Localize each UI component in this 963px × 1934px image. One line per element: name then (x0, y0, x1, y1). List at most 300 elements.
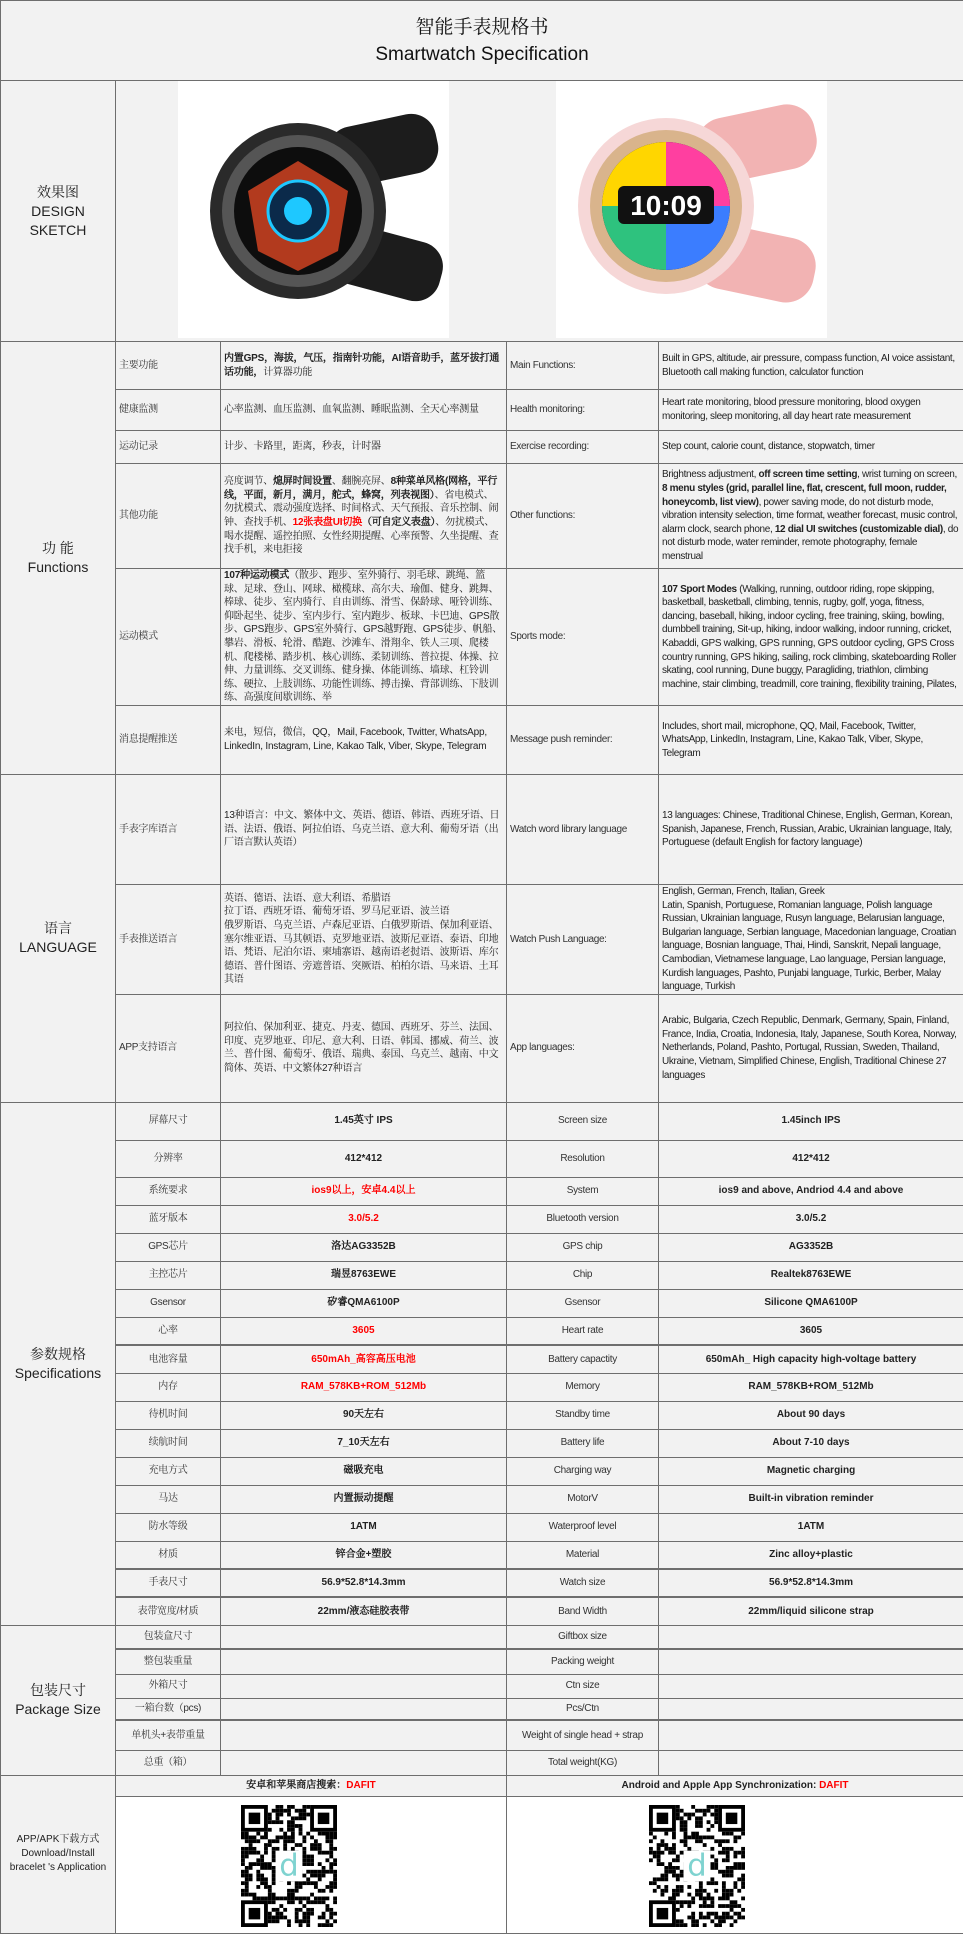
text-segment: 13 languages: Chinese, Traditional Chinese, English, German, Korean, Spanish, Japanese, French, Russian, Arabic, Ukrainian language, Italy, Portuguese (default English for factory language) (662, 810, 952, 848)
app-header-row (1, 1775, 963, 1796)
qr-module (687, 1885, 691, 1889)
spec-label-en: Band Width (507, 1597, 659, 1625)
spec-value-cn: 3605 (221, 1317, 507, 1345)
qr-module (283, 1831, 287, 1835)
qr-module (310, 1892, 314, 1896)
table-row (1, 464, 963, 569)
qr-module (291, 1900, 295, 1904)
qr-module (314, 1843, 318, 1847)
qr-module (260, 1881, 264, 1885)
qr-module (722, 1839, 726, 1843)
qr-module (241, 1831, 245, 1835)
qr-module (741, 1854, 745, 1858)
row-value-cn (221, 994, 507, 1102)
qr-module (325, 1904, 329, 1908)
qr-finder (726, 1812, 738, 1823)
qr-module (707, 1809, 711, 1813)
qr-module (272, 1919, 276, 1923)
qr-module (730, 1908, 734, 1912)
qr-module (329, 1885, 333, 1889)
qr-module (699, 1892, 703, 1896)
app-head-text: 安卓和苹果商店搜索： (246, 1780, 346, 1791)
qr-module (241, 1850, 245, 1854)
qr-module (291, 1831, 295, 1835)
qr-module (676, 1919, 680, 1923)
black-watch-image (178, 81, 449, 338)
qr-module (733, 1866, 737, 1870)
qr-module (329, 1835, 333, 1839)
qr-module (680, 1873, 684, 1877)
qr-module (325, 1835, 329, 1839)
spec-label-cn: 材质 (116, 1541, 221, 1569)
package-value-cn (221, 1649, 507, 1674)
qr-module (264, 1877, 268, 1881)
qr-module (661, 1889, 665, 1893)
qr-module (737, 1866, 741, 1870)
qr-module (676, 1885, 680, 1889)
app-head-text: Android and Apple App Synchronization: (621, 1780, 819, 1791)
qr-module (302, 1812, 306, 1816)
qr-module (733, 1854, 737, 1858)
qr-module (684, 1839, 688, 1843)
package-value-en (659, 1674, 963, 1698)
qr-module (272, 1881, 276, 1885)
qr-module (691, 1915, 695, 1919)
row-value-cn (221, 569, 507, 706)
qr-module (329, 1854, 333, 1858)
qr-module (726, 1850, 730, 1854)
qr-module (676, 1812, 680, 1816)
qr-module (718, 1915, 722, 1919)
qr-module (245, 1877, 249, 1881)
qr-module (684, 1820, 688, 1824)
qr-module (672, 1843, 676, 1847)
qr-module (287, 1828, 291, 1832)
qr-module (722, 1889, 726, 1893)
qr-module (730, 1873, 734, 1877)
qr-module (714, 1915, 718, 1919)
spec-label-cn: Gsensor (116, 1289, 221, 1317)
qr-module (245, 1854, 249, 1858)
qr-module (695, 1923, 699, 1927)
text-segment: Step count, calorie count, distance, stopwatch, timer (662, 441, 875, 452)
qr-module (710, 1824, 714, 1828)
qr-module (272, 1866, 276, 1870)
qr-module (302, 1915, 306, 1919)
qr-module (333, 1877, 337, 1881)
qr-module (314, 1881, 318, 1885)
spec-value-cn: 90天左右 (221, 1401, 507, 1429)
row-value-en (659, 569, 963, 706)
qr-module (287, 1919, 291, 1923)
app-store-search-cn (116, 1775, 507, 1796)
qr-module (703, 1809, 707, 1813)
qr-module (245, 1885, 249, 1889)
qr-module (733, 1904, 737, 1908)
qr-module (661, 1843, 665, 1847)
qr-module (703, 1835, 707, 1839)
qr-module (730, 1870, 734, 1874)
qr-module (680, 1870, 684, 1874)
qr-module (722, 1915, 726, 1919)
spec-row (1, 1401, 963, 1429)
row-value-cn (221, 774, 507, 884)
qr-module (722, 1847, 726, 1851)
qr-module (718, 1839, 722, 1843)
qr-module (684, 1923, 688, 1927)
qr-module (672, 1870, 676, 1874)
qr-module (714, 1866, 718, 1870)
qr-module (272, 1873, 276, 1877)
spec-label-en: Waterproof level (507, 1513, 659, 1541)
qr-module (283, 1839, 287, 1843)
app-download-label (1, 1775, 116, 1933)
qr-module (276, 1812, 280, 1816)
qr-module (710, 1911, 714, 1915)
qr-module (260, 1866, 264, 1870)
qr-module (687, 1904, 691, 1908)
spec-label-en: Watch size (507, 1569, 659, 1597)
qr-module (737, 1889, 741, 1893)
qr-module (245, 1831, 249, 1835)
qr-module (256, 1831, 260, 1835)
qr-module (314, 1885, 318, 1889)
qr-module (703, 1812, 707, 1816)
text-segment: (Walking, running, outdoor riding, rope skipping, basketball, basketball, climbing, tennis, rugby, golf, yoga, fitness, dancing, baseball, hiking, indoor cycling, free training, skiing, bowling, dumbbell training, Sit-up, hiking, indoor walking, indoor running, cricket, Kabaddi, GPS walking, GPS running, GPS outdoor cycling, GPS Cross country running, GPS hiking, sailing, rock climbing, skateboarding Roller skating, cool running, Dune buggy, Paragliding, triathlon, climbing machine, stair climbing, treadmill, core training, flexibility training, Pilates, (662, 584, 957, 690)
qr-module (256, 1839, 260, 1843)
qr-module (649, 1847, 653, 1851)
qr-module (318, 1843, 322, 1847)
qr-module (268, 1816, 272, 1820)
qr-module (264, 1896, 268, 1900)
table-row (1, 774, 963, 884)
qr-module (272, 1896, 276, 1900)
qr-module (676, 1866, 680, 1870)
qr-module (279, 1911, 283, 1915)
qr-module (714, 1862, 718, 1866)
qr-module (245, 1870, 249, 1874)
qr-module (726, 1858, 730, 1862)
qr-code[interactable] (649, 1805, 745, 1927)
qr-module (329, 1889, 333, 1893)
qr-module (664, 1866, 668, 1870)
qr-module (302, 1904, 306, 1908)
qr-cell-apple (507, 1796, 963, 1933)
qr-module (256, 1885, 260, 1889)
spec-value-en: AG3352B (659, 1233, 963, 1261)
qr-module (714, 1881, 718, 1885)
spec-value-cn: 7_10天左右 (221, 1429, 507, 1457)
qr-module (306, 1915, 310, 1919)
qr-module (680, 1900, 684, 1904)
qr-module (276, 1816, 280, 1820)
spec-value-cn: 412*412 (221, 1140, 507, 1177)
qr-module (325, 1850, 329, 1854)
qr-module (695, 1919, 699, 1923)
qr-module (653, 1854, 657, 1858)
qr-module (268, 1866, 272, 1870)
row-value-cn (221, 884, 507, 994)
qr-module (722, 1850, 726, 1854)
title-en: Smartwatch Specification (4, 41, 960, 68)
qr-module (306, 1877, 310, 1881)
row-label-cn: 其他功能 (116, 464, 221, 569)
spec-value-cn: 内置振动提醒 (221, 1485, 507, 1513)
qr-module (276, 1809, 280, 1813)
qr-module (684, 1831, 688, 1835)
qr-module (268, 1919, 272, 1923)
qr-module (649, 1850, 653, 1854)
qr-module (733, 1900, 737, 1904)
text-segment: 、勿扰模式、喝水提醒、遥控拍照、女性经期提醒、心率预警、久坐提醒、查找手机，来电拒接 (224, 517, 498, 555)
spec-row (1, 1513, 963, 1541)
package-row (1, 1698, 963, 1720)
text-segment: 13种语言：中文、繁体中文、英语、德语、韩语、西班牙语、日语、法语、俄语、阿拉伯语、乌克兰语、意大利、葡萄牙语（出厂语言默认英语） (224, 810, 499, 848)
qr-module (691, 1923, 695, 1927)
qr-module (333, 1847, 337, 1851)
qr-module (299, 1812, 303, 1816)
spec-value-cn: 650mAh_高容高压电池 (221, 1345, 507, 1373)
qr-module (264, 1862, 268, 1866)
qr-module (318, 1870, 322, 1874)
qr-module (310, 1881, 314, 1885)
qr-module (279, 1828, 283, 1832)
qr-module (733, 1835, 737, 1839)
qr-module (253, 1896, 257, 1900)
spec-row (1, 1597, 963, 1625)
qr-module (680, 1816, 684, 1820)
text-segment: , wrist turning on screen, (857, 469, 957, 480)
qr-module (253, 1847, 257, 1851)
spec-row (1, 1541, 963, 1569)
qr-module (249, 1862, 253, 1866)
spec-label-en: Charging way (507, 1457, 659, 1485)
qr-module (241, 1854, 245, 1858)
qr-module (726, 1854, 730, 1858)
qr-module (279, 1809, 283, 1813)
table-row (1, 431, 963, 464)
qr-module (268, 1911, 272, 1915)
qr-module (722, 1892, 726, 1896)
spec-label-en: Battery capactity (507, 1345, 659, 1373)
qr-module (260, 1877, 264, 1881)
qr-module (276, 1896, 280, 1900)
qr-module (676, 1805, 680, 1809)
qr-module (272, 1850, 276, 1854)
qr-module (695, 1892, 699, 1896)
package-value-cn (221, 1698, 507, 1720)
qr-module (310, 1908, 314, 1912)
qr-module (260, 1835, 264, 1839)
qr-module (726, 1892, 730, 1896)
qr-module (322, 1915, 326, 1919)
qr-module (333, 1862, 337, 1866)
qr-module (318, 1850, 322, 1854)
qr-module (302, 1854, 306, 1858)
qr-module (730, 1915, 734, 1919)
qr-module (264, 1866, 268, 1870)
qr-module (657, 1854, 661, 1858)
qr-module (272, 1839, 276, 1843)
qr-module (680, 1904, 684, 1908)
qr-module (318, 1900, 322, 1904)
qr-module (291, 1889, 295, 1893)
package-value-en (659, 1720, 963, 1750)
spec-label-en: System (507, 1177, 659, 1205)
qr-module (695, 1835, 699, 1839)
qr-module (295, 1908, 299, 1912)
qr-module (299, 1885, 303, 1889)
qr-module (272, 1854, 276, 1858)
qr-module (722, 1904, 726, 1908)
qr-module (691, 1805, 695, 1809)
qr-module (687, 1900, 691, 1904)
qr-module (291, 1820, 295, 1824)
qr-module (664, 1877, 668, 1881)
qr-module (299, 1908, 303, 1912)
qr-module (699, 1889, 703, 1893)
qr-module (707, 1892, 711, 1896)
qr-module (714, 1858, 718, 1862)
qr-module (680, 1850, 684, 1854)
qr-module (714, 1805, 718, 1809)
qr-module (676, 1809, 680, 1813)
qr-module (241, 1870, 245, 1874)
qr-module (287, 1820, 291, 1824)
text-segment: （可自定义表盘） (362, 517, 435, 528)
qr-module (295, 1915, 299, 1919)
qr-module (722, 1885, 726, 1889)
qr-module (741, 1847, 745, 1851)
spec-value-en: 3605 (659, 1317, 963, 1345)
qr-module (703, 1923, 707, 1927)
row-label-cn: 健康监测 (116, 390, 221, 431)
qr-module (241, 1862, 245, 1866)
text-segment: 、省电模式、勿扰模式、震动强度选择、时间格式、天气预报、音乐控制、闹钟、查找手机、 (224, 490, 498, 528)
table-row (1, 994, 963, 1102)
package-row (1, 1674, 963, 1698)
package-value-cn (221, 1625, 507, 1649)
qr-module (687, 1812, 691, 1816)
spec-label-en: Heart rate (507, 1317, 659, 1345)
qr-module (722, 1831, 726, 1835)
spec-label-en: Chip (507, 1261, 659, 1289)
spec-value-cn: 瑞昱8763EWE (221, 1261, 507, 1289)
qr-module (714, 1839, 718, 1843)
qr-module (687, 1915, 691, 1919)
qr-module (737, 1862, 741, 1866)
qr-module (287, 1900, 291, 1904)
qr-module (329, 1908, 333, 1912)
qr-module (272, 1870, 276, 1874)
qr-module (664, 1873, 668, 1877)
qr-module (691, 1911, 695, 1915)
spec-value-cn: 1.45英寸 IPS (221, 1102, 507, 1140)
text-segment: 拉丁语、西班牙语、葡萄牙语、罗马尼亚语、波兰语 (224, 906, 449, 917)
qr-module (256, 1896, 260, 1900)
qr-module (718, 1923, 722, 1927)
qr-module (306, 1854, 310, 1858)
qr-module (691, 1812, 695, 1816)
qr-module (653, 1877, 657, 1881)
qr-module (668, 1847, 672, 1851)
qr-module (691, 1900, 695, 1904)
row-label-en: Exercise recording: (507, 431, 659, 464)
qr-module (707, 1915, 711, 1919)
qr-module (676, 1873, 680, 1877)
qr-module (333, 1835, 337, 1839)
qr-module (707, 1820, 711, 1824)
qr-module (672, 1892, 676, 1896)
qr-module (726, 1889, 730, 1893)
qr-module (245, 1881, 249, 1885)
qr-module (649, 1858, 653, 1862)
qr-module (664, 1870, 668, 1874)
row-value-en (659, 342, 963, 390)
qr-module (302, 1835, 306, 1839)
qr-module (661, 1850, 665, 1854)
design-label (1, 81, 116, 342)
qr-module (306, 1862, 310, 1866)
spec-row (1, 1345, 963, 1373)
qr-module (318, 1873, 322, 1877)
design-images (116, 81, 963, 342)
qr-code[interactable] (241, 1805, 337, 1927)
text-segment: Brightness adjustment, (662, 469, 758, 480)
qr-module (741, 1877, 745, 1881)
qr-module (668, 1870, 672, 1874)
qr-module (268, 1889, 272, 1893)
qr-module (672, 1866, 676, 1870)
qr-module (726, 1873, 730, 1877)
spec-row (1, 1429, 963, 1457)
spec-value-cn: RAM_578KB+ROM_512Mb (221, 1373, 507, 1401)
spec-row (1, 1177, 963, 1205)
qr-module (333, 1873, 337, 1877)
package-label-cn: 整包装重量 (116, 1649, 221, 1674)
qr-module (657, 1858, 661, 1862)
qr-module (687, 1835, 691, 1839)
qr-module (676, 1854, 680, 1858)
qr-module (676, 1877, 680, 1881)
qr-finder (249, 1908, 261, 1919)
qr-module (310, 1847, 314, 1851)
package-label-cn: 单机头+表带重量 (116, 1720, 221, 1750)
package-value-cn (221, 1750, 507, 1775)
watch-face-time: 10:09 (630, 190, 702, 221)
spec-row (1, 1289, 963, 1317)
qr-module (684, 1812, 688, 1816)
qr-module (272, 1847, 276, 1851)
qr-module (299, 1881, 303, 1885)
package-label-en: Weight of single head + strap (507, 1720, 659, 1750)
qr-module (329, 1881, 333, 1885)
qr-module (283, 1896, 287, 1900)
qr-module (733, 1839, 737, 1843)
qr-module (680, 1889, 684, 1893)
qr-module (695, 1839, 699, 1843)
qr-module (726, 1831, 730, 1835)
qr-module (649, 1881, 653, 1885)
qr-module (699, 1911, 703, 1915)
qr-module (287, 1923, 291, 1927)
text-segment: Heart rate monitoring, blood pressure monitoring, blood oxygen monitoring, sleep monitoring, all day heart rate measurement (662, 397, 920, 422)
row-label-cn: 手表字库语言 (116, 774, 221, 884)
package-value-cn (221, 1674, 507, 1698)
qr-module (664, 1843, 668, 1847)
qr-module (260, 1896, 264, 1900)
package-label-en: Pcs/Ctn (507, 1698, 659, 1720)
